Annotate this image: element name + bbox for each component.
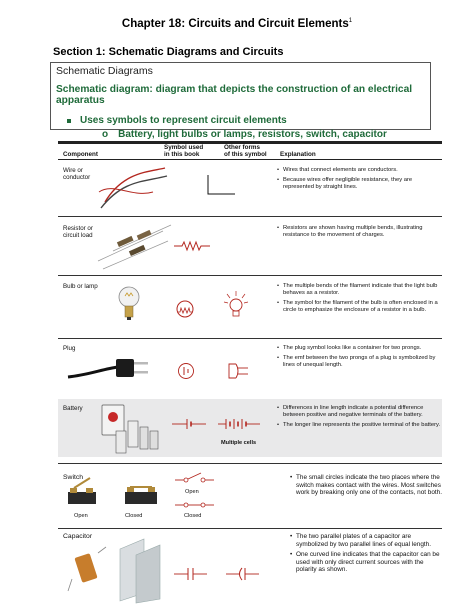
bulb-photo [117,284,141,328]
row-name-capacitor: Capacitor [63,533,93,540]
wire-explanation-1: • Wires that connect elements are conductors. [277,167,442,174]
plug-photo [68,353,152,393]
table-row [58,276,442,338]
switch-open-symbol [175,472,215,484]
switch-explanation [290,474,442,500]
battery-explanation [277,405,442,432]
battery-symbol [172,417,208,431]
resistor-explanation-1: • Resistors are shown having multiple bends, illustrating resistance to the movement of charges. [277,225,442,239]
header-symbol-line1: Symbol used [164,144,204,151]
bulb-explanation-1: • The multiple bends of the filament indicate that the light bulb behaves as a resistor. [277,283,442,297]
wire-explanation [277,167,442,194]
row-name-wire-line2: conductor [63,174,91,182]
capacitor-alt-symbol [226,567,260,581]
bulb-explanation-2: • The symbol for the filament of the bulb is often enclosed in a circle to emphasize the enclosure of a resistor in a bulb. [277,300,442,314]
switch-photo-open-label: Open [74,513,88,519]
wire-symbol [203,172,243,212]
plug-explanation [277,345,442,372]
box-sub-bullet [102,129,425,140]
battery-explanation-2: • The longer line represents the positive terminal of the battery. [277,422,442,429]
row-name-resistor [63,225,93,240]
bulb-alt-symbol [223,290,249,320]
header-component: Component [63,151,98,158]
chapter-footnote-mark: 1 [348,18,353,25]
battery-photo [98,401,164,455]
wire-photo [93,162,173,212]
schematic-summary-box [50,62,431,140]
switch-explanation-1: • The small circles indicate the two places where the switch makes contact with the wires. Most switches work by breaking only one of the contacts, not both. [290,474,442,497]
table-row [58,464,442,528]
row-name-resistor-line1: Resistor or [63,225,93,232]
bulb-explanation [277,283,442,317]
section-title: Section 1: Schematic Diagrams and Circuits [53,46,284,58]
row-name-bulb: Bulb or lamp [63,283,98,290]
row-name-switch: Switch [63,474,84,481]
header-other-line2: of this symbol [224,151,267,159]
capacitor-explanation [290,533,442,577]
row-name-plug: Plug [63,345,76,352]
resistor-symbol [174,239,214,253]
plug-alt-symbol [226,362,252,380]
switch-closed-photo [122,478,160,508]
table-row [58,217,442,275]
battery-explanation-1: • Differences in line length indicate a potential difference between positive and negative terminals of the battery. [277,405,442,419]
multiple-cells-label: Multiple cells [221,440,257,446]
table-row [58,529,442,609]
switch-symbol-open-label: Open [185,489,199,495]
plug-symbol [177,362,197,380]
header-explanation: Explanation [280,151,316,158]
row-name-battery: Battery [63,405,83,412]
capacitor-explanation-2: • One curved line indicates that the capacitor can be used with only direct current sources with the polarity as shown. [290,551,442,574]
table-row [58,339,442,399]
plug-explanation-1: • The plug symbol looks like a container for two prongs. [277,345,442,352]
row-name-wire-line1: Wire or [63,167,83,174]
resistor-photo [93,221,173,271]
sub-bullet-marker: o [102,129,109,140]
header-other-forms [224,144,267,159]
switch-symbol-closed-label: Closed [184,513,202,519]
box-sub-bullet-text: Battery, light bulbs or lamps, resistors, switch, capacitor [118,129,387,140]
bullet-square-icon [67,119,71,123]
box-bullet-text: Uses symbols to represent circuit elements [80,115,287,126]
capacitor-symbol [174,567,208,581]
switch-photo-closed-label: Closed [125,513,143,519]
header-other-line1: Other forms [224,144,261,151]
row-name-resistor-line2: circuit load [63,232,93,240]
bulb-symbol [175,299,195,319]
header-symbol-line2: in this book [164,151,200,159]
header-symbol [164,144,203,159]
table-row [58,399,442,457]
chapter-title-text: Chapter 18: Circuits and Circuit Elements [121,18,349,30]
schematic-definition: Schematic diagram: diagram that depicts the construction of an electrical apparatus [56,84,413,106]
box-heading: Schematic Diagrams [56,65,153,77]
capacitor-explanation-1: • The two parallel plates of a capacitor are symbolized by two parallel lines of equal length. [290,533,442,548]
capacitor-plates-photo [118,537,164,603]
capacitor-photo [68,547,108,593]
wire-explanation-2: • Because wires offer negligible resistance, they are represented by straight lines. [277,177,442,191]
resistor-explanation [277,225,442,242]
switch-closed-symbol [175,501,215,509]
table-row [58,160,442,216]
box-bullet [67,115,425,126]
chapter-title [0,18,474,30]
battery-multicell-symbol [218,417,262,431]
switch-open-photo [64,478,100,508]
plug-explanation-2: • The emf between the two prongs of a plug is symbolized by lines of unequal length. [277,355,442,369]
row-name-wire [63,167,90,182]
circuit-symbols-table [58,141,442,609]
